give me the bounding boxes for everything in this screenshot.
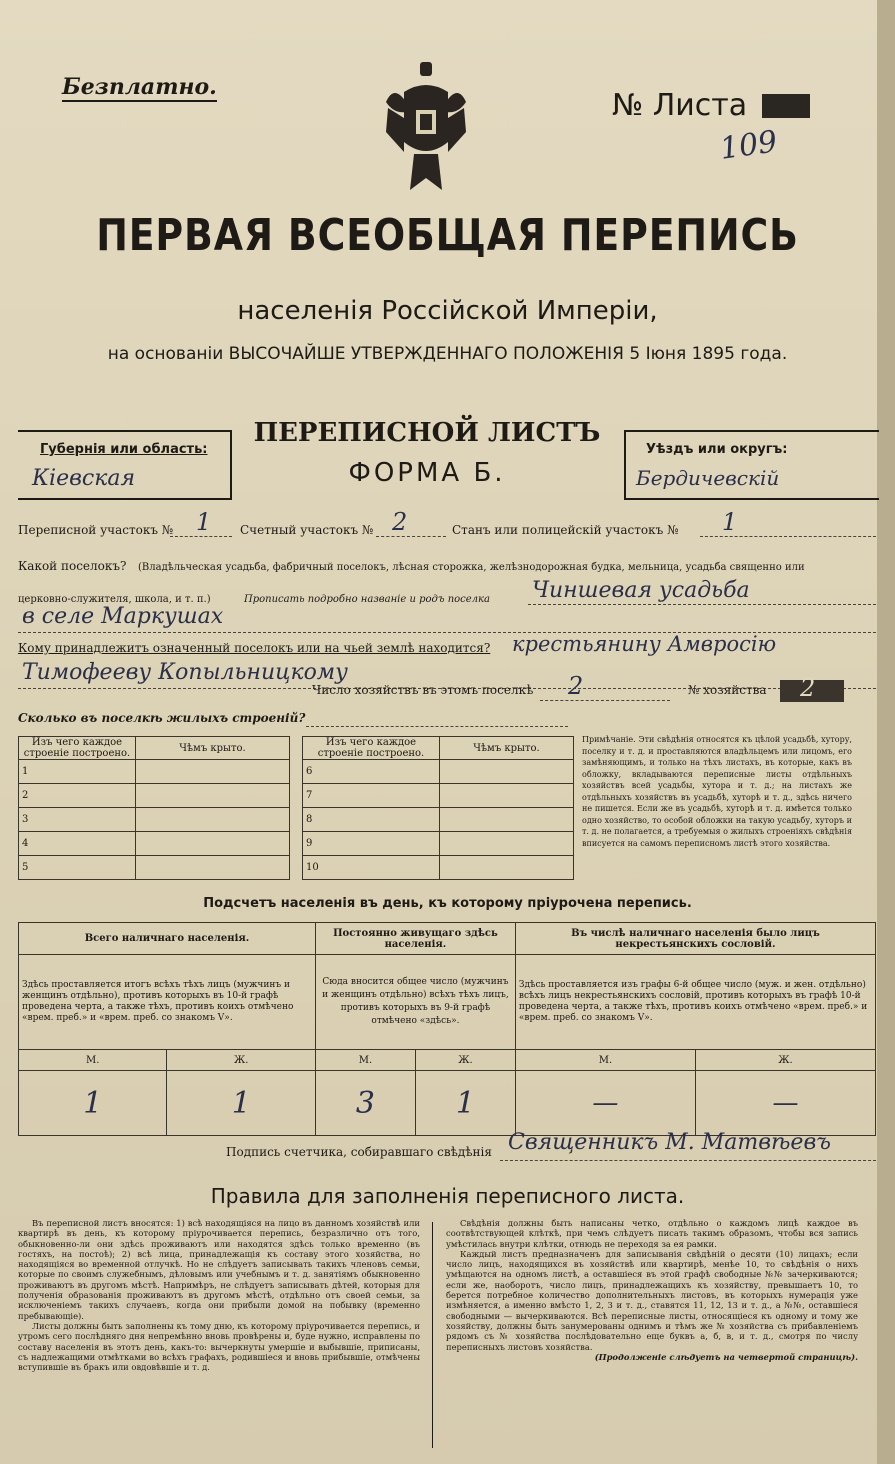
building-row-number: 5 [19, 856, 136, 880]
buildings-label: Сколько въ поселкѣ жилыхъ строеній? [18, 711, 306, 725]
total-population-header: Всего наличнаго населенія. [19, 923, 316, 955]
settlement-label: Какой поселокъ? [18, 559, 127, 573]
non-peasant-header: Въ числѣ наличнаго населенія было лицъ некрестьянскихъ сословій. [515, 923, 875, 955]
building-row-number: 10 [303, 856, 440, 880]
permanent-male-value: 3 [315, 1071, 415, 1136]
census-district-value: 1 [196, 508, 212, 536]
counting-district-label: Счетный участокъ № [240, 523, 374, 537]
census-subtitle: населенія Россійской Имперіи, [237, 296, 658, 326]
building-row-number: 4 [19, 832, 136, 856]
roof-header: Чѣмъ крыто. [440, 737, 574, 760]
female-header: Ж. [695, 1049, 875, 1071]
male-header: М. [19, 1049, 167, 1071]
uezd-value: Бердичевскiй [636, 466, 780, 490]
form-name: ПЕРЕПИСНОЙ ЛИСТЪ [253, 418, 601, 448]
sheet-number-stamp [762, 94, 810, 118]
settlement-hint-continued: церковно-служителя, школа, и т. п.) [18, 594, 211, 605]
rules-title: Правила для заполненія переписного листа. [210, 1184, 685, 1208]
sheet-number-label: № Листа [612, 88, 748, 123]
owner-value: крестьянину Амвросiю [512, 632, 777, 656]
non-peasant-male-value: — [515, 1071, 695, 1136]
rules-paragraph: Каждый листъ предназначенъ для записыванія свѣдѣній о десяти (10) лицахъ; если число лицъ, находящихся въ хозяйствѣ или квартирѣ, менѣе 10, то свѣдѣнія о нихъ умѣщаются на одномъ листѣ, а оставшіеся въ этой графѣ свободные №№ зачеркиваются; если же, наоборотъ, число лицъ, принадлежащихъ къ хозяйству, превышаетъ 10, то берется потребное количество дополнительныхъ листовъ, въ которыхъ нумерація уже измѣняется, а именно вмѣсто 1, 2, 3 и т. д., ставятся 11, 12, 13 и т. д., а №№, оставшіеся свободными — вычеркиваются. Всѣ переписные листы, относящіеся къ одному и тому же хозяйству, должны быть занумерованы однимъ и тѣмъ же № хозяйства съ прибавленіемъ рядомъ съ № хозяйства послѣдовательно еще буквъ а, б, в, и т. д., смотря по числу переписныхъ листовъ хозяйства. [446, 1248, 858, 1352]
building-row-number: 8 [303, 808, 440, 832]
rules-left-column [18, 1218, 420, 1372]
household-number-value: 2 [800, 674, 816, 702]
census-title: ПЕРВАЯ ВСЕОБЩАЯ ПЕРЕПИСЬ [96, 210, 799, 261]
sheet-number-handwritten: 109 [717, 124, 780, 167]
settlement-value: Чиншевая усадьба [532, 578, 750, 603]
population-count-table [18, 922, 876, 1136]
settlement-hint: (Владѣльческая усадьба, фабричный поселокъ, лѣсная сторожка, желѣзнодорожная будка, мельница, усадьба священно или [138, 562, 805, 573]
building-row-number: 6 [303, 760, 440, 784]
rules-right-column [446, 1218, 858, 1362]
female-header: Ж. [415, 1049, 515, 1071]
owner-label: Кому принадлежитъ означенный поселокъ или на чьей землѣ находится? [18, 641, 491, 655]
male-header: М. [315, 1049, 415, 1071]
rules-continued-note: (Продолженіе слѣдуетъ на четвертой страницѣ). [594, 1351, 858, 1362]
permanent-population-instruction: Сюда вносится общее число (мужчинъ и женщинъ отдѣльно) всѣхъ тѣхъ лицъ, противъ которыхъ въ 9-й графѣ отмѣчено «здѣсь». [315, 955, 515, 1050]
rules-paragraph: Свѣдѣнія должны быть написаны четко, отдѣльно о каждомъ лицѣ каждое въ соотвѣтствующей клѣткѣ, при чемъ слѣдуетъ писать такимъ образомъ, чтобы вся запись умѣстилась внутри клѣтки, отнюдь не переходя за ея рамки. [446, 1218, 858, 1249]
gubernia-value: Кiевская [32, 466, 136, 491]
signature-value: Священникъ М. Матвѣевъ [508, 1130, 831, 1155]
buildings-note: Примѣчаніе. Эти свѣдѣнія относятся къ цѣлой усадьбѣ, хутору, поселку и т. д. и проставляются владѣльцемъ или лицомъ, его замѣняющимъ, и только на тѣхъ листахъ, въ которые, какъ въ обложку, вкладываются переписные листы отдѣльныхъ хозяйствъ всей усадьбы, хутора и т. д.; на листахъ же отдѣльныхъ хозяйствъ въ усадьбѣ, хуторѣ и т. д., здѣсь ничего не пишется. Если же въ усадьбѣ, хуторѣ и т. д. имѣется только одно хозяйство, то особой обложки на такую усадьбу, хуторъ и т. д. не полагается, а требуемыя о жилыхъ строеніяхъ свѣдѣнія вписуется на самомъ переписномъ листѣ этого хозяйства. [582, 735, 852, 848]
legal-basis: на основаніи ВЫСОЧАЙШЕ УТВЕРЖДЕННАГО ПОЛОЖЕНІЯ 5 Іюня 1895 года. [107, 344, 788, 364]
settlement-instruction: Прописать подробно названіе и родъ поселка [244, 594, 490, 605]
non-peasant-instruction: Здѣсь проставляется изъ графы 6-й общее число (муж. и жен. отдѣльно) всѣхъ лицъ некрестьянскихъ сословій, противъ которыхъ въ графѣ 10-й проведена черта, а также тѣхъ, противъ коихъ отмѣчено «врем. преб.» и «врем. преб. со знакомъ V». [515, 955, 875, 1050]
buildings-table-left [18, 736, 290, 880]
households-label: Число хозяйствъ въ этомъ поселкѣ [312, 683, 534, 697]
building-row-number: 9 [303, 832, 440, 856]
total-population-instruction: Здѣсь проставляется итогъ всѣхъ тѣхъ лицъ (мужчинъ и женщинъ отдѣльно), противъ которыхъ въ 10-й графѣ проведена черта, а также тѣхъ, противъ коихъ отмѣчено «врем. преб.» и «врем. преб. со знакомъ V». [19, 955, 316, 1050]
total-female-value: 1 [167, 1071, 316, 1136]
households-value: 2 [568, 672, 584, 700]
census-district-label: Переписной участокъ № [18, 523, 174, 537]
male-header: М. [515, 1049, 695, 1071]
buildings-table-right [302, 736, 574, 880]
building-row-number: 1 [19, 760, 136, 784]
material-header: Изъ чего каждое строеніе построено. [19, 737, 136, 760]
rules-divider [432, 1222, 433, 1448]
stan-label: Станъ или полицейскій участокъ № [452, 523, 679, 537]
building-row-number: 2 [19, 784, 136, 808]
building-row-number: 3 [19, 808, 136, 832]
form-type: ФОРМА Б. [348, 458, 506, 488]
signature-label: Подпись счетчика, собиравшаго свѣдѣнія [226, 1145, 492, 1159]
counting-district-value: 2 [392, 508, 408, 536]
female-header: Ж. [167, 1049, 316, 1071]
population-count-title: Подсчетъ населенія въ день, къ которому пріурочена перепись. [203, 896, 692, 911]
settlement-value-continued: в селе Маркушах [22, 604, 224, 629]
gubernia-label: Губернія или область: [40, 442, 208, 457]
free-of-charge-label: Безплатно. [62, 74, 217, 100]
roof-header: Чѣмъ крыто. [136, 737, 290, 760]
stan-value: 1 [722, 508, 738, 536]
rules-paragraph: Въ переписной листъ вносятся: 1) всѣ находящіяся на лицо въ данномъ хозяйствѣ или квартирѣ въ день, къ которому пріурочивается перепись, безразлично отъ того, обыкновенно-ли они здѣсь проживаютъ или находятся здѣсь только временно (въ гостяхъ, на постоѣ); 2) всѣ лица, принадлежащія къ составу этого хозяйства, но находящіяся во временной отлучкѣ. Но не слѣдуетъ записывать такихъ членовъ семьи, которые по своимъ служебнымъ, дѣловымъ или учебнымъ и т. д. занятіямъ обыкновенно проживаютъ въ другомъ мѣстѣ. Напримѣръ, не слѣдуетъ записывать дѣтей, которыя для полученія образованія проживаютъ въ другомъ мѣстѣ, отдѣльно отъ своей семьи, за исключеніемъ такихъ случаевъ, когда они прибыли домой на побывку (временно пребывающіе). [18, 1218, 420, 1321]
building-row-number: 7 [303, 784, 440, 808]
non-peasant-female-value: — [695, 1071, 875, 1136]
uezd-label: Уѣздъ или округъ: [646, 442, 788, 457]
double-headed-eagle-emblem [384, 62, 468, 194]
household-number-label: № хозяйства [688, 683, 767, 697]
uezd-box [624, 430, 879, 500]
gubernia-box [18, 430, 232, 500]
permanent-female-value: 1 [415, 1071, 515, 1136]
rules-paragraph: Листы должны быть заполнены къ тому дню, къ которому пріурочивается перепись, и утромъ сего послѣдняго дня непремѣнно вновь провѣрены и, буде нужно, исправлены по составу населенія въ этотъ день, какъ-то: вычеркнуты умершіе и выбывшіе, приписаны, съ надлежащими отмѣтками во всѣхъ графахъ, родившіеся и вновь прибывшіе, отмѣчены вступившіе въ бракъ или овдовѣвшіе и т. д. [18, 1320, 420, 1373]
owner-value-continued: Тимофееву Копыльницкому [22, 660, 348, 685]
page-edge [877, 0, 895, 1464]
total-male-value: 1 [19, 1071, 167, 1136]
permanent-population-header: Постоянно живущаго здѣсь населенія. [315, 923, 515, 955]
material-header: Изъ чего каждое строеніе построено. [303, 737, 440, 760]
